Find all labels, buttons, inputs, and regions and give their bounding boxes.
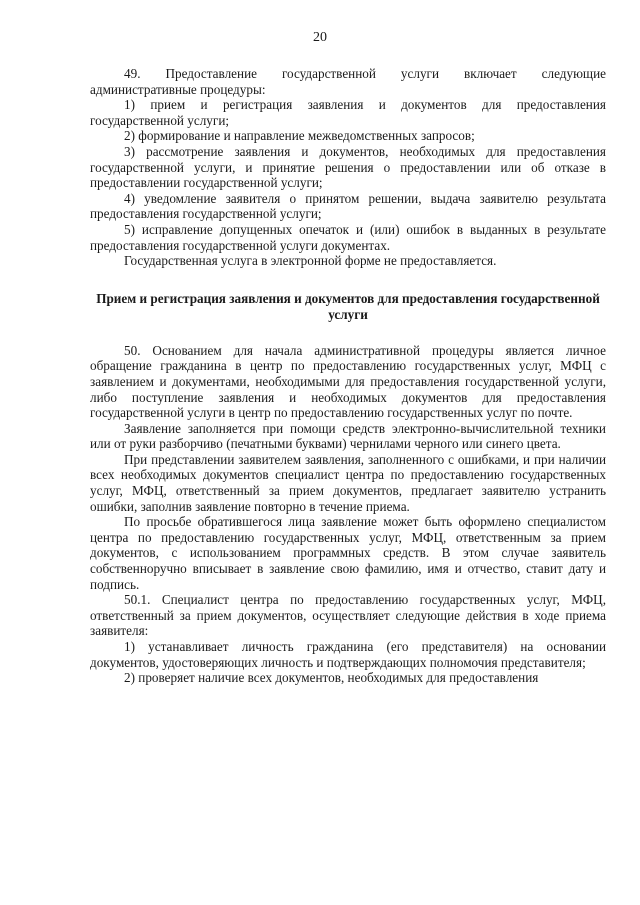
paragraph: 49. Предоставление государственной услуги включает следующие административные процедуры: [90, 66, 606, 97]
paragraph: По просьбе обратившегося лица заявление может быть оформлено специалистом центра по предоставлению государственных услуг, МФЦ, ответственным за прием документов, с использованием программных средств. В этом случае заявитель собственноручно вписывает в заявление свою фамилию, имя и отчество, ставит дату и подпись. [90, 514, 606, 592]
paragraph: 50. Основанием для начала административной процедуры является личное обращение гражданина в центр по предоставлению государственных услуг, МФЦ с заявлением и документами, необходимыми для предоставления государственной услуги, либо поступление заявления и необходимых документов для предоставления государственной услуги в центр по предоставлению государственных услуг по почте. [90, 342, 606, 421]
paragraph: 2) проверяет наличие всех документов, необходимых для предоставления [124, 670, 539, 686]
paragraph: 5) исправление допущенных опечаток и (или) ошибок в выданных в результате предоставления государственной услуги документах. [90, 221, 606, 253]
paragraph: 1) устанавливает личность гражданина (его представителя) на основании документов, удостоверяющих личность и подтверждающих полномочия представителя; [90, 639, 606, 670]
paragraph: Государственная услуга в электронной форме не предоставляется. [124, 253, 497, 269]
paragraph: 2) формирование и направление межведомственных запросов; [124, 128, 475, 144]
paragraph: 4) уведомление заявителя о принятом решении, выдача заявителю результата предоставления государственной услуги; [90, 190, 606, 222]
document-body [90, 66, 606, 686]
paragraph: 1) прием и регистрация заявления и документов для предоставления государственной услуги; [90, 97, 606, 128]
paragraph: При представлении заявителем заявления, заполненного с ошибками, и при наличии всех необходимых документов специалист центра по предоставлению государственных услуг, МФЦ, ответственный за прием документов, предлагает заявителю устранить ошибки, заполнив заявление повторно в течение приема. [90, 451, 606, 514]
paragraph: Заявление заполняется при помощи средств электронно-вычислительной техники или от руки разборчиво (печатными буквами) чернилами черного или синего цвета. [90, 420, 606, 452]
paragraph: 50.1. Специалист центра по предоставлению государственных услуг, МФЦ, ответственный за прием документов, осуществляет следующие действия в ходе приема заявителя: [90, 592, 606, 639]
page-number: 20 [313, 30, 327, 45]
paragraph: 3) рассмотрение заявления и документов, необходимых для предоставления государственной услуги, и принятие решения о предоставлении или об отказе в предоставлении государственной услуги; [90, 143, 606, 191]
section-heading: Прием и регистрация заявления и документов для предоставления государственной услуги [96, 290, 600, 322]
